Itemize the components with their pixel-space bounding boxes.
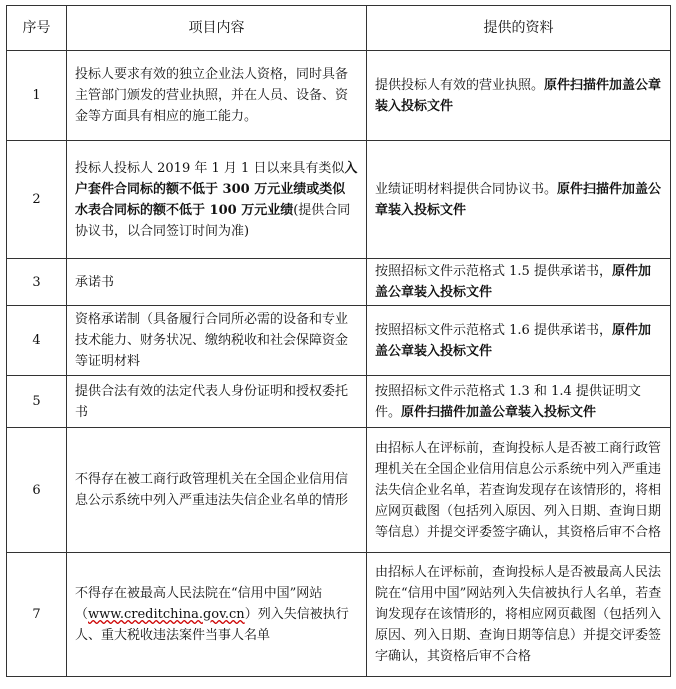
row-item [67, 141, 367, 259]
doc-bold-text: 原件加盖公章装入投标文件 [375, 264, 651, 300]
header-num: 序号 [7, 6, 67, 51]
row-item: 提供合法有效的法定代表人身份证明和授权委托书 [67, 376, 367, 428]
row-doc: 由招标人在评标前，查询投标人是否被工商行政管理机关在全国企业信用信息公示系统中列入严重违法失信企业名单，若查询发现存在该情形的，将相应网页截图（包括列入原因、列入日期、查询日期等信息）并提交评委签字确认，其资格后审不合格 [367, 428, 671, 553]
website-link[interactable]: www.creditchina.gov.cn [88, 607, 245, 622]
row-num: 6 [7, 428, 67, 553]
row-num: 4 [7, 306, 67, 376]
table-row [7, 553, 671, 677]
doc-text: 按照招标文件示范格式 1.5 提供承诺书， [375, 264, 612, 279]
doc-text: 按照招标文件示范格式 1.6 提供承诺书， [375, 322, 612, 338]
row-doc [367, 376, 671, 428]
row-item: 资格承诺制（具备履行合同所必需的设备和专业技术能力、财务状况、缴纳税收和社会保障资金等证明材料 [67, 306, 367, 376]
header-doc: 提供的资料 [367, 6, 671, 51]
item-text: ）列入失信被执行人、重大税收违法案件当事人名单 [75, 607, 349, 643]
item-text: 不得存在被最高人民法院在“信用中国”网站（ [75, 586, 323, 622]
qualification-table [6, 5, 671, 677]
item-bold-text: 入户套件合同标的额不低于 300 万元业绩或类似水表合同标的额不低于 100 万元业绩 [75, 160, 358, 218]
item-text: (提供合同协议书，以合同签订时间为准) [75, 202, 351, 239]
doc-bold-text: 原件扫描件加盖公章装入投标文件 [401, 404, 597, 420]
table-row [7, 428, 671, 553]
row-num: 5 [7, 376, 67, 428]
row-num: 3 [7, 259, 67, 306]
doc-bold-text: 原件扫描件加盖公章装入投标文件 [375, 77, 662, 114]
row-doc [367, 306, 671, 376]
doc-text: 业绩证明材料提供合同协议书。 [375, 181, 558, 197]
table-row [7, 259, 671, 306]
row-doc [367, 141, 671, 259]
doc-text: 按照招标文件示范格式 1.3 和 1.4 提供证明文件。 [375, 383, 641, 420]
row-num: 2 [7, 141, 67, 259]
doc-bold-text: 原件扫描件加盖公章装入投标文件 [375, 181, 662, 218]
row-num: 7 [7, 553, 67, 677]
table-header-row [7, 6, 671, 51]
row-item: 投标人要求有效的独立企业法人资格，同时具备主管部门颁发的营业执照，并在人员、设备、资金等方面具有相应的施工能力。 [67, 51, 367, 141]
item-text: 投标人投标人 2019 年 1 月 1 日以来具有类似 [75, 160, 345, 176]
table-row [7, 141, 671, 259]
table-row [7, 306, 671, 376]
table-row [7, 376, 671, 428]
table-row [7, 51, 671, 141]
doc-bold-text: 原件加盖公章装入投标文件 [375, 322, 651, 359]
doc-text: 提供投标人有效的营业执照。 [375, 77, 545, 93]
row-item: 不得存在被工商行政管理机关在全国企业信用信息公示系统中列入严重违法失信企业名单的情形 [67, 428, 367, 553]
row-num: 1 [7, 51, 67, 141]
row-item: 承诺书 [67, 259, 367, 306]
header-item: 项目内容 [67, 6, 367, 51]
row-doc: 由招标人在评标前，查询投标人是否被最高人民法院在“信用中国”网站列入失信被执行人名单，若查询发现存在该情形的，将相应网页截图（包括列入原因、列入日期、查询日期等信息）并提交评委签字确认，其资格后审不合格 [367, 553, 671, 677]
row-item [67, 553, 367, 677]
row-doc [367, 51, 671, 141]
row-doc [367, 259, 671, 306]
